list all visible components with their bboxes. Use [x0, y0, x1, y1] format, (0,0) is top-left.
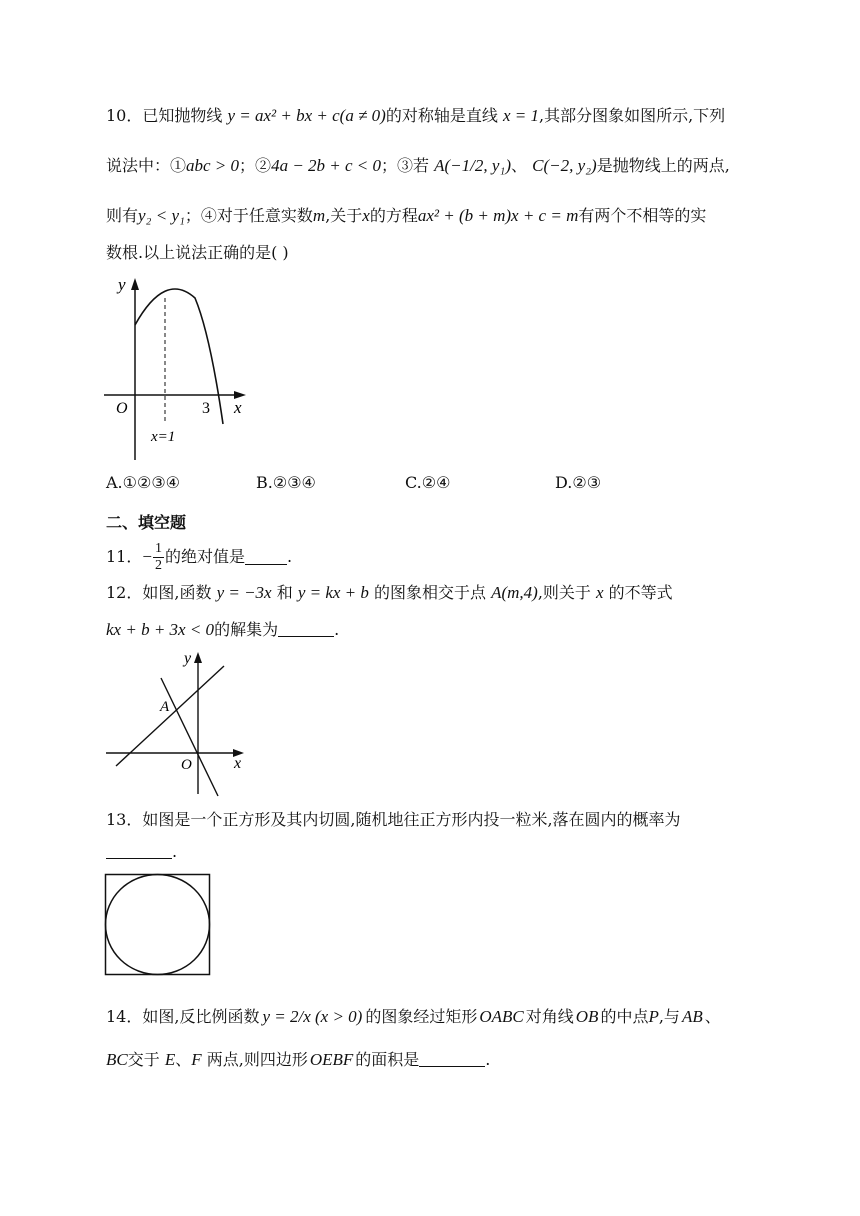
q12-graph-y-label: y — [184, 650, 192, 667]
q12-answer-blank[interactable] — [278, 622, 334, 637]
q14-line-1 — [106, 997, 721, 1037]
q10-y-arrow — [131, 278, 139, 290]
q10-option-c[interactable]: C.②④ — [405, 473, 451, 492]
q13-inscribed-circle — [106, 875, 210, 975]
q12-inequality: kx + b + 3x < 0 — [106, 620, 215, 639]
q12-graph-point-a: A — [160, 699, 170, 715]
q10-statement-2: 4a − 2b + c < 0 — [271, 156, 382, 175]
q14-line-2 — [106, 1050, 490, 1070]
q12-text-6: 的解集为 — [214, 620, 279, 639]
q10-var-m: m — [312, 206, 326, 225]
q14-number: 14． — [106, 1007, 143, 1026]
q11-end: . — [286, 547, 293, 566]
q10-axis-equation: x = 1 — [502, 106, 539, 125]
q10-parabola-equation: y = ax² + bx + c(a ≠ 0) — [227, 106, 386, 125]
q10-point-a: A(−1/2, y₁) — [434, 156, 511, 175]
q12-graph-origin: O — [181, 757, 192, 773]
q10-graph-three: 3 — [202, 400, 210, 417]
q14-text-2: 的图象经过矩形 — [365, 1007, 478, 1026]
q12-number: 12． — [106, 583, 143, 602]
q10-graph-x-label: x — [234, 398, 242, 417]
q10-text-7: 、 — [511, 156, 528, 175]
q12-var-x: x — [596, 583, 604, 602]
q13-text: 如图是一个正方形及其内切圆,随机地往正方形内投一粒米,落在圆内的概率为 — [142, 810, 681, 829]
q10-equation-3: ax² + (b + m)x + c = m — [417, 206, 579, 225]
q14-text-1: 如图,反比例函数 — [142, 1007, 260, 1026]
q10-parabola-graph — [102, 274, 252, 464]
q10-graph-origin: O — [116, 400, 128, 417]
q14-text-4: 的中点 — [600, 1007, 649, 1026]
q12-function-1: y = −3x — [216, 583, 272, 602]
q14-diagonal: OB — [575, 1007, 599, 1026]
q13-number: 13． — [106, 810, 143, 829]
q11-text: 的绝对值是 — [164, 547, 245, 566]
q10-graph-axis-label: x=1 — [151, 429, 176, 445]
q14-text-5: ,与 — [658, 1007, 680, 1026]
q10-text-12: 的方程 — [369, 206, 418, 225]
q10-text-4: 说法中：① — [106, 156, 187, 175]
q10-text-9: 则有 — [106, 206, 139, 225]
q10-option-d[interactable]: D.②③ — [555, 473, 602, 492]
q14-end: . — [485, 1050, 491, 1069]
q12-point-a: A(m,4) — [491, 583, 538, 602]
q10-text-5: ；② — [239, 156, 272, 175]
q10-text-13: 有两个不相等的实 — [578, 206, 707, 225]
q10-text-2: 的对称轴是直线 — [385, 106, 498, 125]
q14-point-p: P — [648, 1007, 659, 1026]
q10-line-3 — [106, 206, 706, 226]
q14-text-9: 两点,则四边形 — [206, 1050, 308, 1069]
q10-line-4 — [106, 243, 289, 263]
q12-text-4: ,则关于 — [537, 583, 591, 602]
q14-text-7: 交于 — [127, 1050, 160, 1069]
q12-text-5: 的不等式 — [608, 583, 673, 602]
q12-line-neg3x — [161, 678, 218, 796]
q14-quadrilateral: OEBF — [309, 1050, 354, 1069]
q11-denominator: 2 — [154, 557, 162, 573]
q14-text-6: 、 — [704, 1007, 721, 1026]
q14-point-e: E — [164, 1050, 176, 1069]
q14-text-10: 的面积是 — [355, 1050, 420, 1069]
q12-lines-graph — [104, 648, 254, 798]
q13-line-1 — [106, 810, 681, 830]
q10-text-14: 数根.以上说法正确的是( ) — [106, 243, 289, 262]
q10-text-8: 是抛物线上的两点, — [596, 156, 730, 175]
q10-statement-3: y₂ < y₁ — [138, 206, 185, 225]
q12-line-1 — [106, 583, 673, 603]
q11-fraction — [153, 541, 164, 574]
q13-answer-blank[interactable] — [106, 844, 172, 859]
q14-segment-bc: BC — [106, 1050, 128, 1069]
q12-text-1: 如图,函数 — [142, 583, 212, 602]
q10-point-c: C(−2, y₂) — [532, 156, 597, 175]
q11-line — [106, 540, 292, 574]
q14-text-8: 、 — [175, 1050, 192, 1069]
q14-text-3: 对角线 — [525, 1007, 574, 1026]
q13-end: . — [172, 842, 178, 861]
q11-minus: − — [142, 547, 152, 566]
q13-line-2 — [106, 842, 177, 862]
q10-text-3: ,其部分图象如图所示,下列 — [538, 106, 726, 125]
q14-point-f: F — [191, 1050, 202, 1069]
q10-statement-1: abc > 0 — [186, 156, 240, 175]
q11-answer-blank[interactable] — [245, 550, 287, 565]
q10-line-2 — [106, 156, 730, 176]
q12-text-3: 的图象相交于点 — [374, 583, 487, 602]
q12-function-2: y = kx + b — [297, 583, 369, 602]
q10-line-1 — [106, 106, 725, 126]
q10-text-11: ,关于 — [325, 206, 363, 225]
q10-graph-y-label: y — [118, 275, 126, 294]
q12-line-2 — [106, 620, 339, 640]
q12-graph-x-label: x — [234, 755, 242, 772]
q12-y-arrow — [194, 652, 202, 663]
q10-number: 10． — [106, 106, 143, 125]
section-heading: 二、填空题 — [106, 513, 187, 532]
q14-segment-ab: AB — [681, 1007, 703, 1026]
q10-option-b[interactable]: B.②③④ — [256, 473, 316, 492]
q10-option-a[interactable]: A.①②③④ — [106, 473, 181, 492]
q11-number: 11． — [106, 547, 143, 566]
q10-text-6: ；③若 — [381, 156, 430, 175]
q12-text-2: 和 — [276, 583, 293, 602]
q10-text-1: 已知抛物线 — [142, 106, 223, 125]
q13-square-circle-figure — [104, 873, 212, 977]
q14-function: y = 2/x (x > 0) — [262, 1007, 363, 1026]
q14-rectangle: OABC — [479, 1007, 524, 1026]
q12-line-kx-b — [116, 666, 224, 766]
q10-text-10: ；④对于任意实数 — [184, 206, 313, 225]
q11-numerator: 1 — [154, 540, 162, 556]
q14-answer-blank[interactable] — [419, 1052, 485, 1067]
q10-var-x: x — [362, 206, 370, 225]
q12-end: . — [334, 620, 340, 639]
